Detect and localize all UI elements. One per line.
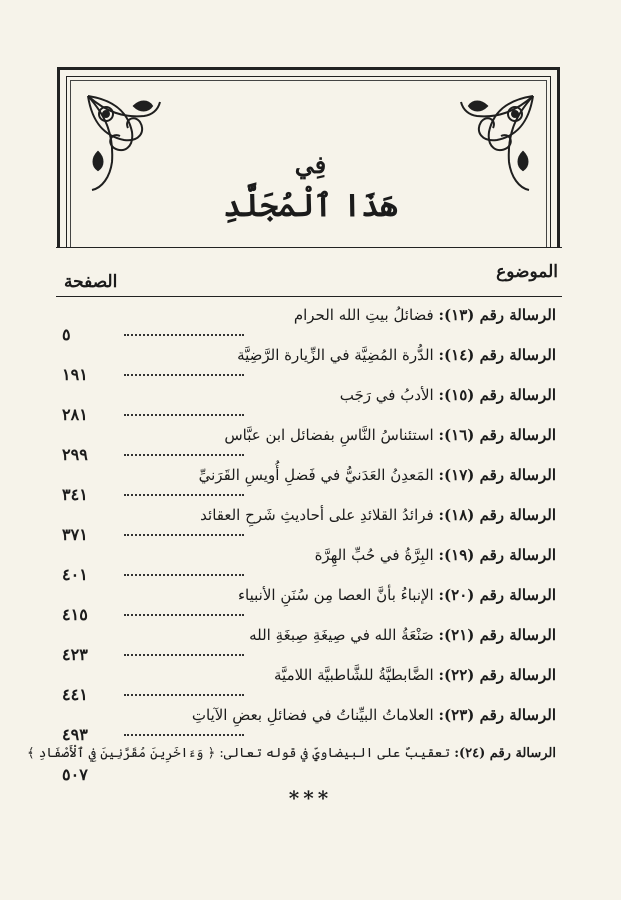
entry-label: الرسالة رقم (٢٢): [438, 666, 556, 684]
entry-title: الضَّابطيَّةُ للشَّاطبيَّة اللاميَّة [274, 666, 434, 684]
entry-title: المَعدِنُ العَدَنيُّ في فَضلِ أُويسِ القَرَنيِّ [198, 466, 434, 484]
entry-page: ٣٧١ [62, 525, 88, 544]
entry-label: الرسالة رقم (١٦): [438, 426, 556, 444]
entry-title: الدُّرة المُضِيَّة في الزِّيارة الرَّضِيَّة [237, 346, 434, 364]
entry-page: ٤٠١ [62, 565, 88, 584]
leader-dots [124, 414, 244, 416]
column-header-page: الصفحة [64, 272, 118, 292]
entry-page: ٢٨١ [62, 405, 88, 424]
entry-title: العلاماتُ البيِّناتُ في فضائلِ بعضِ الآياتِ [191, 706, 434, 724]
entry-label: الرسالة رقم (١٥): [438, 386, 556, 404]
entry-page: ٤٢٣ [62, 645, 88, 664]
toc-entry [56, 506, 562, 546]
entry-title: البِرَّةُ في حُبِّ الهِرَّة [314, 546, 434, 564]
entry-title: صَنْعَةُ الله في صِيغَةِ صِبغَةِ الله [249, 626, 434, 644]
leader-dots [124, 694, 244, 696]
toc-entry [56, 386, 562, 426]
leader-dots [124, 374, 244, 376]
leader-dots [124, 614, 244, 616]
leader-dots [124, 574, 244, 576]
toc-entry [56, 706, 562, 746]
entry-page: ٥٠٧ [62, 765, 88, 784]
toc-entry [56, 626, 562, 666]
entry-title: فضائلُ بيتِ الله الحرام [293, 306, 434, 324]
entry-page: ١٩١ [62, 365, 88, 384]
entry-title: تعقيبٌ على البيضاويِّ في قوله تعالى: ﴿ وَءَاخَرِينَ مُقَرَّنِينَ فِي ٱلْأَصْفَادِ ﴾ [26, 746, 451, 761]
entry-label: الرسالة رقم (٢١): [438, 626, 556, 644]
leader-dots [124, 654, 244, 656]
entry-label: الرسالة رقم (٢٤): [454, 746, 556, 761]
leader-dots [124, 734, 244, 736]
toc-entry [56, 346, 562, 386]
column-header-topic: الموضوع [496, 262, 558, 282]
leader-dots [124, 454, 244, 456]
leader-dots [124, 494, 244, 496]
heading-main: هَذَا ٱلْمُجَلَّدِ [223, 188, 398, 224]
entry-page: ٤١٥ [62, 605, 88, 624]
entry-label: الرسالة رقم (٢٠): [438, 586, 556, 604]
toc-entry [56, 586, 562, 626]
entry-title: الأدبُ في رَجَب [339, 386, 434, 404]
entry-label: الرسالة رقم (١٩): [438, 546, 556, 564]
entry-page: ٤٤١ [62, 685, 88, 704]
entry-label: الرسالة رقم (٢٣): [438, 706, 556, 724]
leader-dots [124, 334, 244, 336]
header-bottom-rule [56, 296, 562, 297]
toc-entry [26, 746, 562, 786]
toc-entry [56, 306, 562, 346]
entry-page: ٣٤١ [62, 485, 88, 504]
entry-page: ٥ [62, 325, 71, 344]
leader-dots [124, 534, 244, 536]
header-top-rule [56, 247, 562, 248]
entry-title: استئناسُ النَّاسِ بفضائل ابن عبَّاس [224, 426, 434, 444]
toc-entry [56, 546, 562, 586]
footer-asterisks: *** [288, 786, 333, 810]
toc-entry [56, 466, 562, 506]
entry-label: الرسالة رقم (١٧): [438, 466, 556, 484]
entry-label: الرسالة رقم (١٣): [438, 306, 556, 324]
entry-label: الرسالة رقم (١٤): [438, 346, 556, 364]
toc-entry [56, 666, 562, 706]
entry-title: فرائدُ القلائدِ على أحاديثِ شَرحِ العقائد [200, 506, 434, 524]
toc-entry [56, 426, 562, 466]
heading-small: فِي [294, 150, 327, 179]
entry-page: ٢٩٩ [62, 445, 88, 464]
entry-page: ٤٩٣ [62, 725, 88, 744]
entry-label: الرسالة رقم (١٨): [438, 506, 556, 524]
entry-title: الإنباءُ بأنَّ العصا مِن سُنَنِ الأنبياء [237, 586, 434, 604]
